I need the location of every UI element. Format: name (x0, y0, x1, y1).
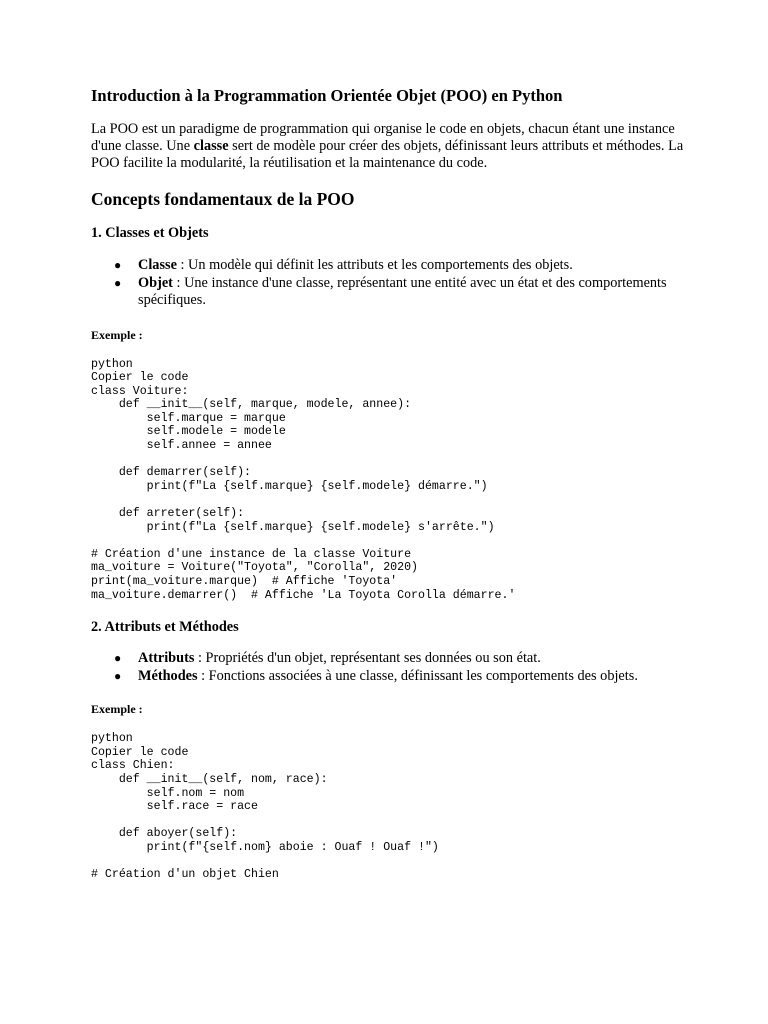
bullet-term: Méthodes (138, 667, 198, 684)
bullet-text: : Propriétés d'un objet, représentant ses données ou son état. (194, 650, 541, 667)
section2-heading: 2. Attributs et Méthodes (91, 619, 239, 636)
list-item (91, 275, 691, 310)
bullet-text: : Fonctions associées à une classe, définissant les comportements des objets. (197, 667, 638, 684)
bullet-term: Classe (138, 257, 177, 273)
intro-paragraph (91, 121, 691, 172)
example-label: Exemple : (91, 702, 143, 717)
section1-heading: 1. Classes et Objets (91, 225, 209, 241)
bullet-term: Objet (138, 274, 173, 291)
bullet-icon: ● (114, 668, 122, 683)
list-item (91, 650, 691, 668)
bullet-icon: ● (114, 258, 122, 272)
concepts-heading: Concepts fondamentaux de la POO (91, 189, 355, 209)
intro-text-1: La POO est un paradigme de programmation qui organise le code en objets, chacun étant une instance d'une classe. Une (91, 121, 675, 154)
bullet-term: Attributs (138, 650, 195, 667)
list-item (91, 257, 691, 275)
intro-bold-term: classe (193, 138, 229, 154)
code-block: python Copier le code class Chien: def __init__(self, nom, race): self.nom = nom self.race = race def aboyer(self): print(f"{self.nom} aboie : Ouaf ! Ouaf !") # Création d'un objet Chien (91, 732, 439, 882)
bullet-icon: ● (114, 651, 122, 666)
bullet-text: : Une instance d'une classe, représentant une entité avec un état et des comportements spécifiques. (138, 274, 667, 308)
document-page (91, 86, 691, 882)
bullet-icon: ● (114, 275, 122, 290)
example-label: Exemple : (91, 327, 143, 342)
section1-bullet-list (91, 257, 691, 310)
bullet-text: : Un modèle qui définit les attributs et les comportements des objets. (176, 257, 573, 273)
code-block: python Copier le code class Voiture: def __init__(self, marque, modele, annee): self.marque = marque self.modele = modele self.annee = annee def demarrer(self): print(f"La {self.marque} {self.modele} démarre.") def arreter(self): print(f"La {self.marque} {self.modele} s'arrête.") # Création d'une instance de la classe Voiture ma_voiture = Voiture("Toyota", "Corolla", 2020) print(ma_voiture.marque) # Affiche 'Toyota' ma_voiture.demarrer() # Affiche 'La Toyota Corolla démarre.' (91, 357, 516, 602)
document-title: Introduction à la Programmation Orientée Objet (POO) en Python (91, 86, 563, 105)
intro-text-2: sert de modèle pour créer des objets, définissant leurs attributs et méthodes. La POO facilite la modularité, la réutilisation et la maintenance du code. (91, 138, 684, 171)
section2-bullet-list (91, 650, 691, 685)
list-item (91, 668, 691, 686)
